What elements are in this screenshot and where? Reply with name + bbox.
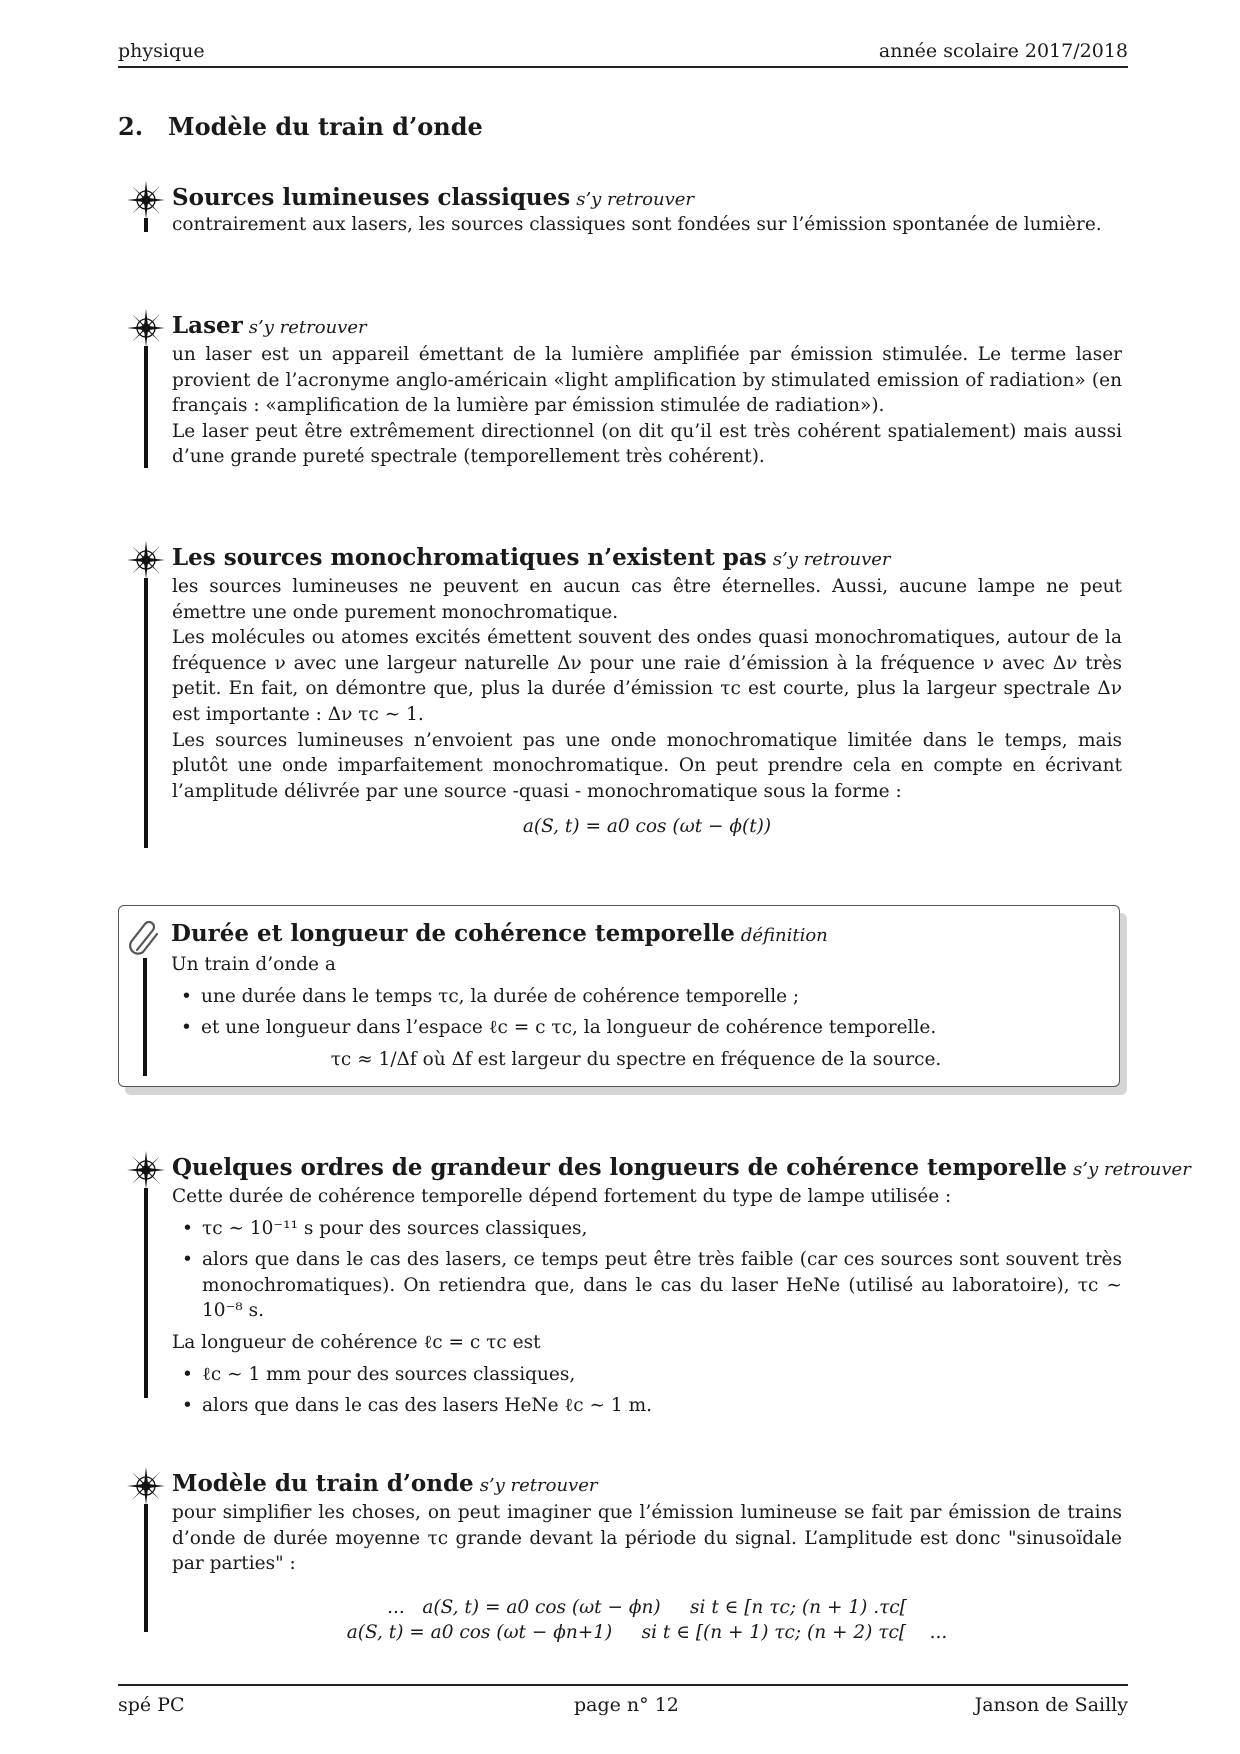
section-title: Modèle du train d’onde	[168, 112, 483, 141]
block-title: Quelques ordres de grandeur des longueurs de cohérence temporelle s’y retrouver	[172, 1154, 1191, 1181]
block-body	[171, 952, 1101, 1072]
bullet-list	[171, 984, 1101, 1041]
paragraph: un laser est un appareil émettant de la lumière amplifiée par émission stimulée. Le terme laser provient de l’acronyme anglo-américain «light amplification by stimulated emission of radiation» (en français : «amplification de la lumière par émission stimulée de radiation»).	[172, 344, 1122, 417]
compass-rose-icon	[126, 308, 166, 348]
list-item: • τc ∼ 10⁻¹¹ s pour des sources classiques,	[172, 1216, 1122, 1242]
equation-line: a(S, t) = a0 cos (ωt − ϕn+1) si t ∈ [(n + 1) τc; (n + 2) τc[ ...	[346, 1622, 948, 1644]
paragraph: Les molécules ou atomes excités émettent souvent des ondes quasi monochromatiques, autour de la fréquence ν avec une largeur naturelle Δν pour une raie d’émission à la fréquence ν avec Δν très petit. En fait, on démontre que, plus la durée d’émission τc est courte, plus la largeur spectrale Δν est importante : Δν τc ∼ 1.	[172, 627, 1122, 725]
paragraph: Le laser peut être extrêmement directionnel (on dit qu’il est très cohérent spatialement) mais aussi d’une grande pureté spectrale (temporellement très cohérent).	[172, 420, 1122, 468]
block-laser	[126, 308, 1126, 478]
block-sidebar	[144, 346, 148, 468]
block-tag: définition	[740, 925, 828, 946]
list-item: • alors que dans le cas des lasers, ce temps peut être très faible (car ces sources sont souvent très monochromatiques). On retiendra que, dans le cas du laser HeNe (utilisé au laboratoire), τc ∼ 10⁻⁸ s.	[172, 1247, 1122, 1324]
block-sidebar	[143, 958, 147, 1076]
footer-class: spé PC	[118, 1694, 185, 1716]
compass-rose-icon	[126, 540, 166, 580]
definition-box	[118, 905, 1120, 1087]
block-sidebar	[144, 578, 148, 848]
paragraph: contrairement aux lasers, les sources classiques sont fondées sur l’émission spontanée de lumière.	[172, 214, 1102, 235]
block-sidebar	[144, 1188, 148, 1398]
section-number: 2.	[118, 112, 144, 141]
block-sources-classiques	[126, 180, 1126, 240]
block-tag: s’y retrouver	[248, 317, 367, 338]
header-year: année scolaire 2017/2018	[878, 40, 1128, 62]
compass-rose-icon	[126, 180, 166, 220]
bullet-list	[172, 1362, 1122, 1419]
list-item: • et une longueur dans l’espace ℓc = c τc, la longueur de cohérence temporelle.	[171, 1015, 1101, 1041]
list-item: • alors que dans le cas des lasers HeNe ℓc ∼ 1 m.	[172, 1393, 1122, 1419]
block-tag: s’y retrouver	[576, 189, 695, 210]
block-body	[172, 1500, 1122, 1646]
block-tag: s’y retrouver	[479, 1475, 598, 1496]
equation-line: ... a(S, t) = a0 cos (ωt − ϕn) si t ∈ [n τc; (n + 1) .τc[	[387, 1596, 907, 1618]
paragraph: Un train d’onde a	[171, 954, 336, 975]
block-title: Modèle du train d’onde s’y retrouver	[172, 1470, 598, 1497]
paragraph: Les sources lumineuses n’envoient pas une onde monochromatique limitée dans le temps, mais plutôt une onde imparfaitement monochromatique. On peut prendre cela en compte en écrivant l’amplitude délivrée par une source -quasi - monochromatique sous la forme :	[172, 729, 1122, 802]
header-rule	[118, 66, 1128, 68]
header-subject: physique	[118, 40, 205, 62]
equation: a(S, t) = a0 cos (ωt − ϕ(t))	[522, 816, 772, 838]
paragraph: les sources lumineuses ne peuvent en aucun cas être éternelles. Aussi, aucune lampe ne peut émettre une onde purement monochromatique.	[172, 576, 1122, 623]
block-title: Laser s’y retrouver	[172, 312, 367, 339]
compass-rose-icon	[126, 1466, 166, 1506]
bullet-list	[172, 1216, 1122, 1324]
list-item: • ℓc ∼ 1 mm pour des sources classiques,	[172, 1362, 1122, 1388]
paragraph: La longueur de cohérence ℓc = c τc est	[172, 1331, 541, 1353]
block-tag: s’y retrouver	[772, 549, 891, 570]
block-sidebar	[144, 218, 148, 232]
block-title: Sources lumineuses classiques s’y retrouver	[172, 184, 695, 211]
footer-rule	[118, 1684, 1128, 1686]
block-sidebar	[144, 1504, 148, 1632]
list-item: • une durée dans le temps τc, la durée de cohérence temporelle ;	[171, 984, 1101, 1010]
footer-school: Janson de Sailly	[974, 1694, 1128, 1716]
paperclip-icon	[125, 920, 165, 960]
block-tag: s’y retrouver	[1073, 1159, 1191, 1180]
compass-rose-icon	[126, 1150, 166, 1190]
block-ordres-de-grandeur	[126, 1150, 1191, 1417]
paragraph: pour simplifier les choses, on peut imaginer que l’émission lumineuse se fait par émission de trains d’onde de durée moyenne τc grande devant la période du signal. L’amplitude est donc "sinusoïdale par parties" :	[172, 1502, 1122, 1575]
formula: τc ≈ 1/Δf où Δf est largeur du spectre en fréquence de la source.	[330, 1048, 942, 1070]
block-title: Durée et longueur de cohérence temporelle définition	[171, 920, 828, 947]
block-body	[172, 212, 1122, 238]
block-body	[172, 1184, 1122, 1425]
block-body	[172, 574, 1122, 840]
block-train-onde	[126, 1466, 1126, 1644]
block-title: Les sources monochromatiques n’existent pas s’y retrouver	[172, 544, 891, 571]
block-monochromatiques	[126, 540, 1126, 850]
paragraph: Cette durée de cohérence temporelle dépend fortement du type de lampe utilisée :	[172, 1186, 952, 1207]
footer-page-number: page n° 12	[574, 1694, 679, 1716]
block-body	[172, 342, 1122, 470]
